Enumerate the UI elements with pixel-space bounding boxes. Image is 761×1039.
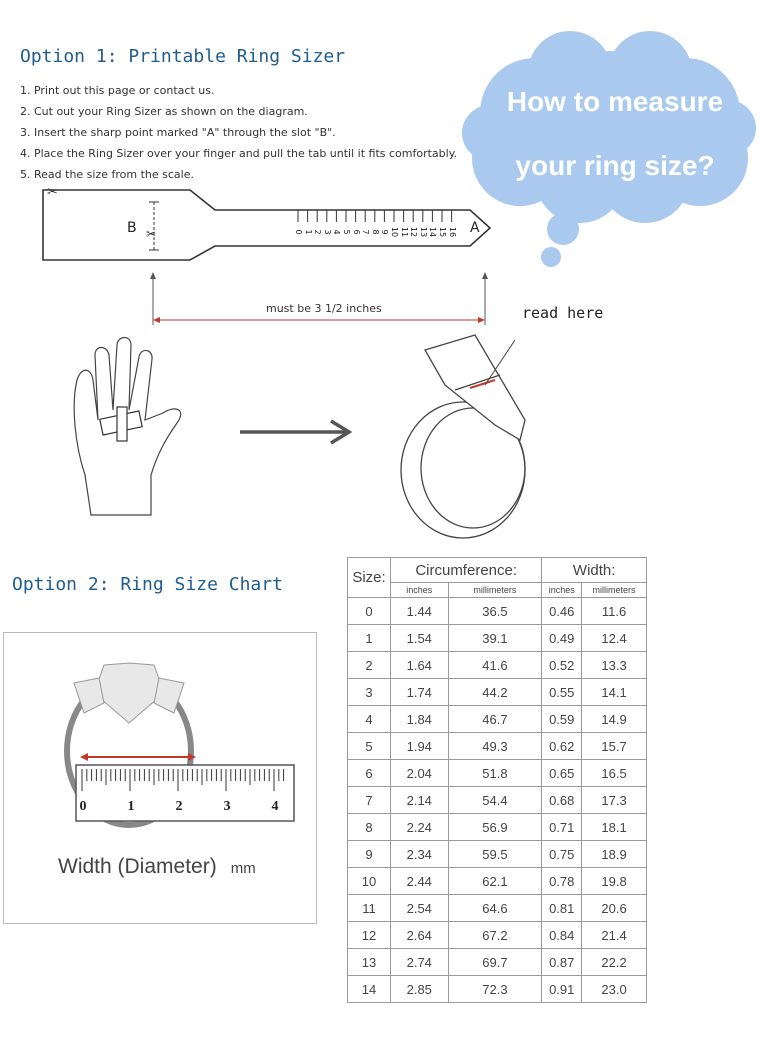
table-cell: 22.2 xyxy=(582,949,647,976)
table-cell: 0.49 xyxy=(542,625,582,652)
ruler-number: 3 xyxy=(223,799,231,814)
ruler-number: 0 xyxy=(79,799,87,814)
table-row xyxy=(348,949,647,976)
table-row xyxy=(348,706,647,733)
table-row xyxy=(348,895,647,922)
ruler-number: 4 xyxy=(271,799,279,814)
table-row xyxy=(348,625,647,652)
table-cell: 0.62 xyxy=(542,733,582,760)
table-cell: 44.2 xyxy=(448,679,542,706)
table-cell: 0.68 xyxy=(542,787,582,814)
table-row xyxy=(348,976,647,1003)
option2-heading: Option 2: Ring Size Chart xyxy=(12,574,283,595)
instruction-step: 4. Place the Ring Sizer over your finger and pull the tab until it fits comfortably. xyxy=(20,147,458,160)
table-cell: 8 xyxy=(348,814,391,841)
table-cell: 10 xyxy=(348,868,391,895)
table-cell: 15.7 xyxy=(582,733,647,760)
table-cell: 46.7 xyxy=(448,706,542,733)
table-cell: 5 xyxy=(348,733,391,760)
scissors-icon: ✂ xyxy=(146,227,157,241)
table-cell: 17.3 xyxy=(582,787,647,814)
ring-sizer-illustration xyxy=(385,330,555,540)
table-cell: 2.44 xyxy=(391,868,449,895)
table-cell: 21.4 xyxy=(582,922,647,949)
table-cell: 16.5 xyxy=(582,760,647,787)
table-cell: 39.1 xyxy=(448,625,542,652)
width-label-text: Width (Diameter) xyxy=(58,855,217,878)
table-cell: 13 xyxy=(348,949,391,976)
slot-b-label: B xyxy=(127,220,137,236)
table-cell: 36.5 xyxy=(448,598,542,625)
table-row xyxy=(348,679,647,706)
table-cell: 2.74 xyxy=(391,949,449,976)
subheader-inches: inches xyxy=(542,583,582,598)
table-cell: 0 xyxy=(348,598,391,625)
table-cell: 2.14 xyxy=(391,787,449,814)
diameter-illustration xyxy=(3,632,317,924)
cloud-title-line1: How to measure xyxy=(506,86,724,117)
instruction-step: 5. Read the size from the scale. xyxy=(20,168,194,181)
table-cell: 12.4 xyxy=(582,625,647,652)
table-cell: 0.78 xyxy=(542,868,582,895)
table-cell: 49.3 xyxy=(448,733,542,760)
table-cell: 64.6 xyxy=(448,895,542,922)
table-row xyxy=(348,922,647,949)
scale-label: 2 xyxy=(313,229,323,235)
read-here-label: read here xyxy=(522,304,604,322)
table-cell: 2 xyxy=(348,652,391,679)
table-cell: 62.1 xyxy=(448,868,542,895)
table-row xyxy=(348,814,647,841)
scale-label: 11 xyxy=(399,226,409,238)
scale-label: 1 xyxy=(303,229,313,235)
ruler-number: 1 xyxy=(127,799,135,814)
table-cell: 2.04 xyxy=(391,760,449,787)
option1-heading: Option 1: Printable Ring Sizer xyxy=(20,46,346,67)
table-cell: 11.6 xyxy=(582,598,647,625)
table-cell: 1.84 xyxy=(391,706,449,733)
table-row xyxy=(348,841,647,868)
table-cell: 2.54 xyxy=(391,895,449,922)
scale-label: 6 xyxy=(351,229,361,235)
table-cell: 0.65 xyxy=(542,760,582,787)
scale-label: 5 xyxy=(342,229,351,235)
table-cell: 56.9 xyxy=(448,814,542,841)
scale-label: 4 xyxy=(332,229,342,235)
table-cell: 14.1 xyxy=(582,679,647,706)
table-cell: 54.4 xyxy=(448,787,542,814)
ring-size-table xyxy=(347,557,647,1003)
table-cell: 19.8 xyxy=(582,868,647,895)
scale-label: 3 xyxy=(322,229,332,235)
measure-note: must be 3 1/2 inches xyxy=(266,302,382,315)
table-cell: 1 xyxy=(348,625,391,652)
scale-label: 15 xyxy=(438,226,447,238)
table-cell: 51.8 xyxy=(448,760,542,787)
table-row xyxy=(348,652,647,679)
width-diameter-label xyxy=(58,855,256,879)
header-width: Width: xyxy=(542,558,647,583)
table-cell: 69.7 xyxy=(448,949,542,976)
scale-label: 8 xyxy=(370,229,380,235)
table-row xyxy=(348,868,647,895)
table-cell: 0.91 xyxy=(542,976,582,1003)
table-cell: 0.55 xyxy=(542,679,582,706)
scale-label: 16 xyxy=(447,226,457,238)
instruction-step: 1. Print out this page or contact us. xyxy=(20,84,215,97)
table-row xyxy=(348,787,647,814)
scissors-icon: ✂ xyxy=(47,185,58,200)
table-cell: 0.87 xyxy=(542,949,582,976)
table-cell: 1.74 xyxy=(391,679,449,706)
width-unit-text: mm xyxy=(230,860,256,877)
table-cell: 11 xyxy=(348,895,391,922)
arrow-icon xyxy=(235,415,360,450)
table-cell: 9 xyxy=(348,841,391,868)
table-cell: 0.81 xyxy=(542,895,582,922)
table-cell: 1.54 xyxy=(391,625,449,652)
subheader-millimeters: millimeters xyxy=(448,583,542,598)
table-cell: 7 xyxy=(348,787,391,814)
cloud-title-line2: your ring size? xyxy=(515,150,715,181)
instruction-list xyxy=(20,80,457,185)
table-cell: 1.94 xyxy=(391,733,449,760)
ring-ruler-graphic xyxy=(4,633,316,923)
table-cell: 2.85 xyxy=(391,976,449,1003)
table-cell: 12 xyxy=(348,922,391,949)
scale-label: 12 xyxy=(409,226,419,238)
table-cell: 14.9 xyxy=(582,706,647,733)
subheader-millimeters: millimeters xyxy=(582,583,647,598)
ruler-number: 2 xyxy=(175,799,183,814)
table-cell: 41.6 xyxy=(448,652,542,679)
scale-label: 14 xyxy=(428,226,438,238)
scale-label: 9 xyxy=(380,229,390,235)
table-cell: 18.9 xyxy=(582,841,647,868)
table-cell: 0.46 xyxy=(542,598,582,625)
scale-label: 13 xyxy=(418,226,428,238)
scale-label: 7 xyxy=(361,229,371,235)
table-cell: 1.64 xyxy=(391,652,449,679)
table-cell: 20.6 xyxy=(582,895,647,922)
table-cell: 14 xyxy=(348,976,391,1003)
scale-label: 10 xyxy=(390,226,399,238)
table-cell: 4 xyxy=(348,706,391,733)
table-cell: 67.2 xyxy=(448,922,542,949)
table-cell: 0.84 xyxy=(542,922,582,949)
table-row xyxy=(348,598,647,625)
table-cell: 0.59 xyxy=(542,706,582,733)
table-cell: 13.3 xyxy=(582,652,647,679)
table-cell: 3 xyxy=(348,679,391,706)
table-cell: 2.64 xyxy=(391,922,449,949)
table-cell: 6 xyxy=(348,760,391,787)
table-cell: 23.0 xyxy=(582,976,647,1003)
table-cell: 72.3 xyxy=(448,976,542,1003)
table-cell: 18.1 xyxy=(582,814,647,841)
header-size: Size: xyxy=(348,558,391,598)
hand-illustration xyxy=(65,335,225,520)
table-cell: 2.24 xyxy=(391,814,449,841)
header-circumference: Circumference: xyxy=(391,558,542,583)
instruction-step: 3. Insert the sharp point marked "A" through the slot "B". xyxy=(20,126,336,139)
measurement-indicator xyxy=(145,270,495,330)
scale-label: 0 xyxy=(294,229,303,235)
table-cell: 0.75 xyxy=(542,841,582,868)
point-a-label: A xyxy=(470,220,480,236)
instruction-step: 2. Cut out your Ring Sizer as shown on the diagram. xyxy=(20,105,308,118)
subheader-inches: inches xyxy=(391,583,449,598)
table-row xyxy=(348,733,647,760)
table-cell: 1.44 xyxy=(391,598,449,625)
table-row xyxy=(348,760,647,787)
table-cell: 59.5 xyxy=(448,841,542,868)
table-cell: 2.34 xyxy=(391,841,449,868)
table-cell: 0.52 xyxy=(542,652,582,679)
table-cell: 0.71 xyxy=(542,814,582,841)
